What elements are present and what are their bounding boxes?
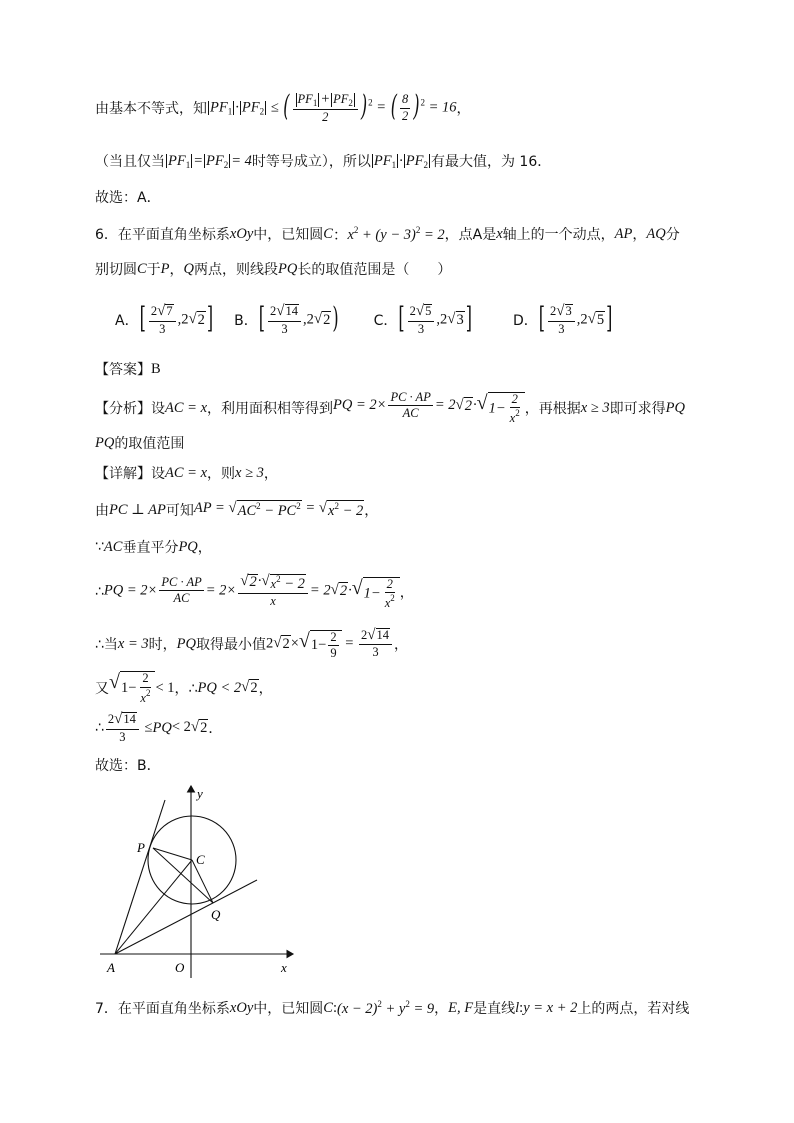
step-1: 由 PC ⊥ AP 可知 AP = √ $AC^2 - PC^2$ = √ $x^2 - 2$ ， xyxy=(95,500,379,519)
formula-pf-product: $PF_1 \cdot PF_2$ ≤ ( $\frac{PF_1 + PF_2}{2}$ )$^2$ = ( $\frac{8}{2}$ )$^2$ = 16 xyxy=(210,88,457,125)
option-c: C． xyxy=(373,313,398,329)
label-a: A xyxy=(107,960,115,975)
answer-line-6: 故选：B． xyxy=(95,758,161,774)
label-c: C xyxy=(196,852,205,867)
label-p: P xyxy=(137,840,145,855)
answer-line-prev: 故选：A． xyxy=(95,190,161,206)
option-a: A． xyxy=(115,313,139,329)
equality-condition-line: （当且仅当 $PF_1 = PF_2 = 4$ 时等号成立），所以 $PF_1 \cdot PF_2$ 有最大值，为 16． xyxy=(95,152,552,170)
step-2: ∵ AC 垂直平分 PQ ， xyxy=(95,538,212,556)
answer-line: 【答案】 B xyxy=(95,360,161,378)
step-4: ∴当 x = 3 时， PQ 取得最小值 2 √ 2 × √ 1− $\frac{2}{9}$ = 2 √ 14 3 ， xyxy=(95,626,409,661)
step-3: ∴ PQ = 2× $\frac{PC \cdot AP}{AC}$ = 2× √ 2 · √ $x^2 - 2$ x = 2 √ 2 · √ 1− $\frac{2}{x^2}$ ， xyxy=(95,572,414,611)
question-6-text-cont: 别切圆 C 于 P ， Q 两点，则线段 PQ 长的取值范围是（ ） xyxy=(95,260,452,278)
option-d: D． xyxy=(513,313,538,329)
label-y: y xyxy=(197,786,203,801)
question-6-text: 6．在平面直角坐标系 xOy 中，已知圆 C ： $x^2 + (y - 3)^2 = 2$ ，点A是 x 轴上的一个动点， AP ， AQ 分 xyxy=(95,224,680,244)
label-q: Q xyxy=(211,907,221,922)
tangent-aq xyxy=(115,880,257,954)
question-7-text: 7．在平面直角坐标系 xOy 中，已知圆 C : $(x - 2)^2 + y^2 = 9$ ， E, F 是直线 l : y = x + 2 上的两点，若对线 xyxy=(95,998,690,1017)
segment-ac xyxy=(115,860,192,954)
analysis-line-cont: PQ 的取值范围 xyxy=(95,434,185,452)
inequality-line: 由基本不等式，知 $PF_1 \cdot PF_2$ ≤ ( $\frac{PF_1 + PF_2}{2}$ )$^2$ = ( $\frac{8}{2}$ )$^2$ = 16 ， xyxy=(95,88,471,125)
step-5: 又 √ 1− $\frac{2}{x^2}$ < 1 ，∴ PQ < 2 √ 2 ， xyxy=(95,671,273,705)
analysis-line: 【分析】 设 AC = x ，利用面积相等得到 PQ = 2× $\frac{PC \cdot AP}{AC}$ = 2 √ 2 · √ 1− $\frac{2}{x^2}$ ，再根据 x ≥ 3 即可求得 PQ xyxy=(95,389,685,425)
label-x: x xyxy=(281,960,287,975)
answer-value: B xyxy=(151,360,161,377)
step-6: ∴ 2 √ 14 3 ≤ PQ < 2 √ 2 ． xyxy=(95,711,223,744)
tangent-ap xyxy=(115,800,165,954)
label-o: O xyxy=(175,960,185,975)
option-b: B． xyxy=(234,313,258,329)
geometry-figure xyxy=(95,782,310,982)
detail-line: 【详解】 设 AC = x ，则 x ≥ 3 ， xyxy=(95,464,278,482)
options-row: A． [ 2 √ 7 3 ,2 √ 2 ] B． [ 2 √ 14 3 ,2 √ 2 ) C． [ 2 √ 5 3 ,2 √ 3 ] D． [ 2 √ 3 3 ,2 √ 5 ] xyxy=(115,300,613,336)
